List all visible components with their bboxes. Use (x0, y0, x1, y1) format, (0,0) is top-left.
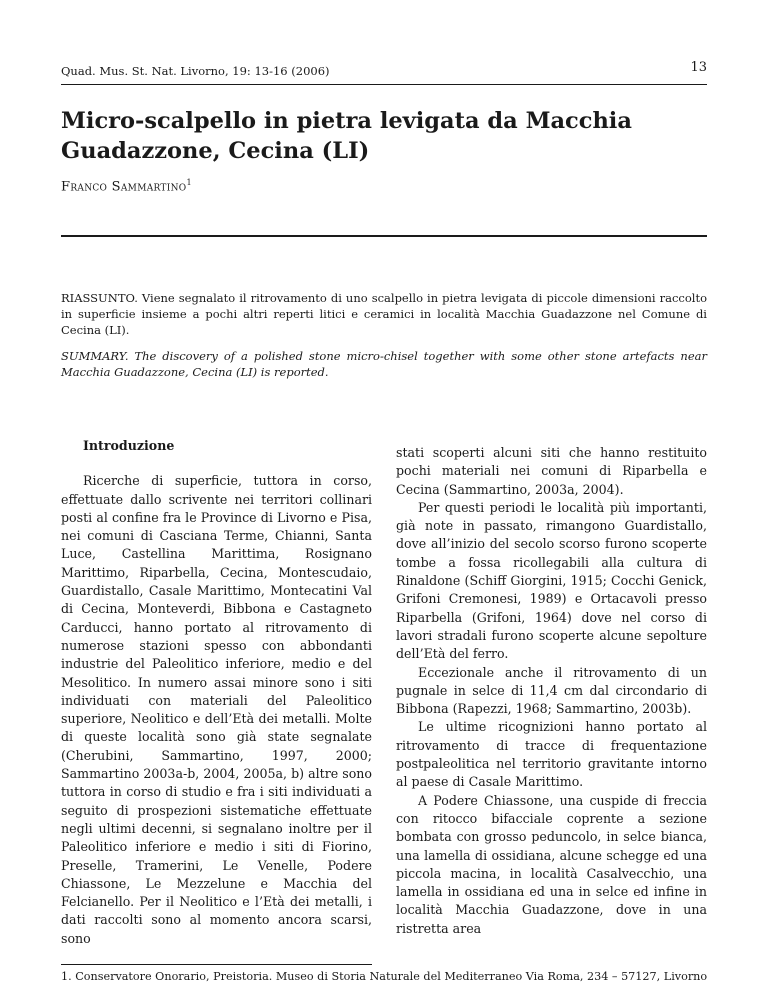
section-heading: Introduzione (83, 438, 175, 453)
body-paragraph: Le ultime ricognizioni hanno portato al ritrovamento di tracce di frequentazione postpaleolitica nel territorio gravitante intorno al paese di Casale Marittimo. (396, 719, 707, 790)
page-number: 13 (690, 60, 707, 75)
body-paragraph: stati scoperti alcuni siti che hanno restituito pochi materiali nei comuni di Riparbella e Cecina (Sammartino, 2003a, 2004). (396, 445, 707, 497)
footnote: 1. Conservatore Onorario, Preistoria. Museo di Storia Naturale del Mediterraneo Via Roma, 234 – 57127, Livorno (61, 970, 708, 983)
journal-citation: Quad. Mus. St. Nat. Livorno, 19: 13-16 (2006) (61, 64, 330, 78)
riassunto: RIASSUNTO. Viene segnalato il ritrovamento di uno scalpello in pietra levigata di piccole dimensioni raccolto in superficie insieme a pochi altri reperti litici e ceramici in località Macchia Guadazzone nel Comune di Cecina (LI). (61, 291, 707, 337)
body-paragraph: A Podere Chiassone, una cuspide di freccia con ritocco bifacciale coprente a sezione bombata con grosso peduncolo, in selce bianca, una lamella di ossidiana, alcune schegge ed una piccola macina, in località Casalvecchio, una lamella in ossidiana ed una in selce ed infine in località Macchia Guadazzone, dove in una ristretta area (396, 792, 707, 936)
header-rule (61, 84, 707, 85)
author-footnote-marker: 1 (186, 178, 192, 187)
author-line (61, 178, 192, 194)
left-column (61, 437, 372, 948)
body-paragraph: Per questi periodi le località più importanti, già note in passato, rimangono Guardistallo, dove all’inizio del secolo scorso furono scoperte tombe a fossa ricollegabili alla cultura di Rinaldone (Schiff Giorgini, 1915; Cocchi Genick, Grifoni Cremonesi, 1989) e Ortacavoli presso Riparbella (Grifoni, 1964) dove nel corso di lavori stradali furono scoperte alcune sepolture dell’Età del ferro. (396, 499, 707, 662)
body-paragraph: Eccezionale anche il ritrovamento di un pugnale in selce di 11,4 cm dal circondario di Bibbona (Rapezzi, 1968; Sammartino, 2003b). (396, 664, 707, 717)
title-block-rule (61, 235, 707, 237)
footnote-rule (61, 964, 372, 965)
right-column (396, 444, 707, 938)
article-title: Micro-scalpello in pietra levigata da Macchia Guadazzone, Cecina (LI) (61, 108, 632, 164)
summary: SUMMARY. The discovery of a polished stone micro-chisel together with some other stone artefacts near Macchia Guadazzone, Cecina (LI) is reported. (61, 349, 707, 379)
author-name: Franco Sammartino (61, 179, 187, 195)
running-head (61, 60, 707, 78)
body-paragraph: Ricerche di superficie, tuttora in corso, effettuate dallo scrivente nei territori collinari posti al confine fra le Province di Livorno e Pisa, nei comuni di Casciana Terme, Chianni, Santa Luce, Castellina Marittima, Rosignano Marittimo, Riparbella, Cecina, Montescudaio, Guardistallo, Casale Marittimo, Montecatini Val di Cecina, Monteverdi, Bibbona e Castagneto Carducci, hanno portato al ritrovamento di numerose stazioni spesso con abbondanti industrie del Paleolitico inferiore, medio e del Mesolitico. In numero assai minore sono i siti individuati con materiali del Paleolitico superiore, Neolitico e dell’Età dei metalli. Molte di queste località sono già state segnalate (Cherubini, Sammartino, 1997, 2000; Sammartino 2003a-b, 2004, 2005a, b) altre sono tuttora in corso di studio e fra i siti individuati a seguito di prospezioni sistematiche effettuate negli ultimi decenni, si segnalano inoltre per il Paleolitico inferiore e medio i siti di Fiorino, Preselle, Tramerini, Le Venelle, Podere Chiassone, Le Mezzelune e Macchia del Felcianello. Per il Neolitico e l’Età dei metalli, i dati raccolti sono al momento ancora scarsi, sono (61, 473, 372, 946)
